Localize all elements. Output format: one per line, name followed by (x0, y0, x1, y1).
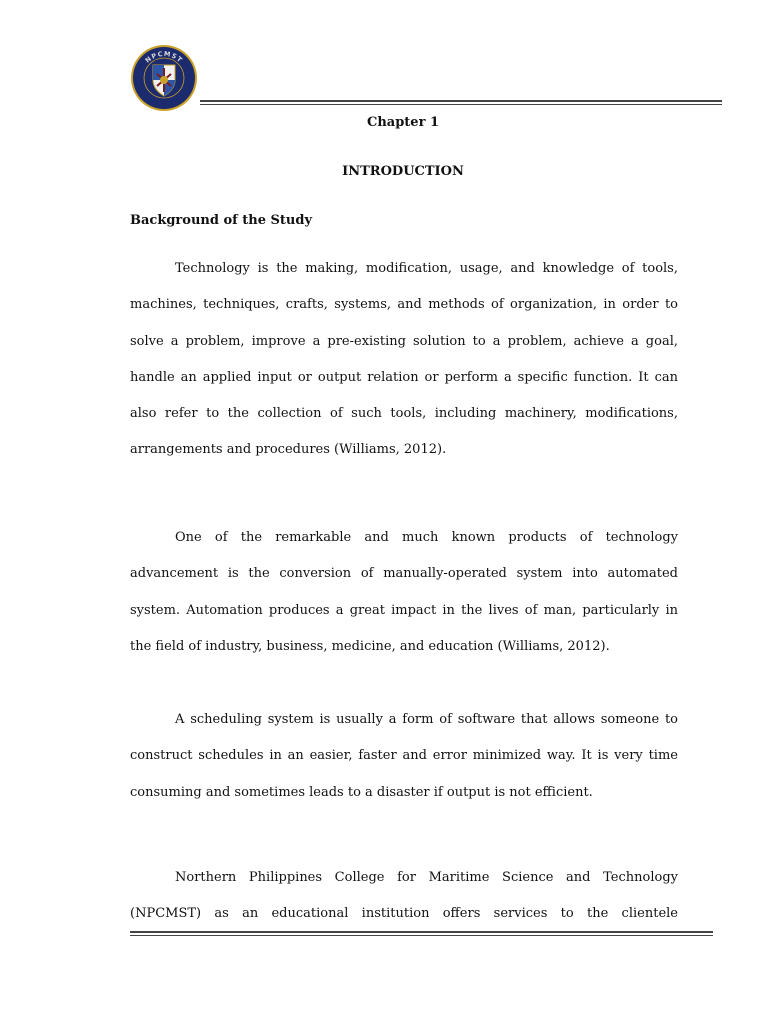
header-rule (200, 100, 722, 106)
section-heading: Background of the Study (130, 213, 312, 228)
page-title: INTRODUCTION (342, 164, 464, 179)
paragraph: Technology is the making, modification, usage, and knowledge of tools, machines, techniques, crafts, systems, and methods of organization, in order to solve a problem, improve a pre-existing solution to a problem, achieve a goal, handle an applied input or output relation or perform a specific function. It can also refer to the collection of such tools, including machinery, modifications, arrangements and procedures (Williams, 2012). (130, 261, 678, 458)
chapter-heading: Chapter 1 (366, 115, 439, 130)
paragraph: Northern Philippines College for Maritime Science and Technology (NPCMST) as an educational institution offers services to the clientele (130, 870, 678, 922)
paragraph: One of the remarkable and much known products of technology advancement is the conversion of manually-operated system into automated system. Automation produces a great impact in the lives of man, particularly in the field of industry, business, medicine, and education (Williams, 2012). (130, 530, 678, 654)
paragraph: A scheduling system is usually a form of software that allows someone to construct schedules in an easier, faster and error minimized way. It is very time consuming and sometimes leads to a disaster if output is not efficient. (130, 712, 678, 800)
footer-rule (130, 931, 713, 937)
college-seal-icon (130, 44, 198, 112)
seal-ring-text: NPCMST (143, 49, 185, 65)
